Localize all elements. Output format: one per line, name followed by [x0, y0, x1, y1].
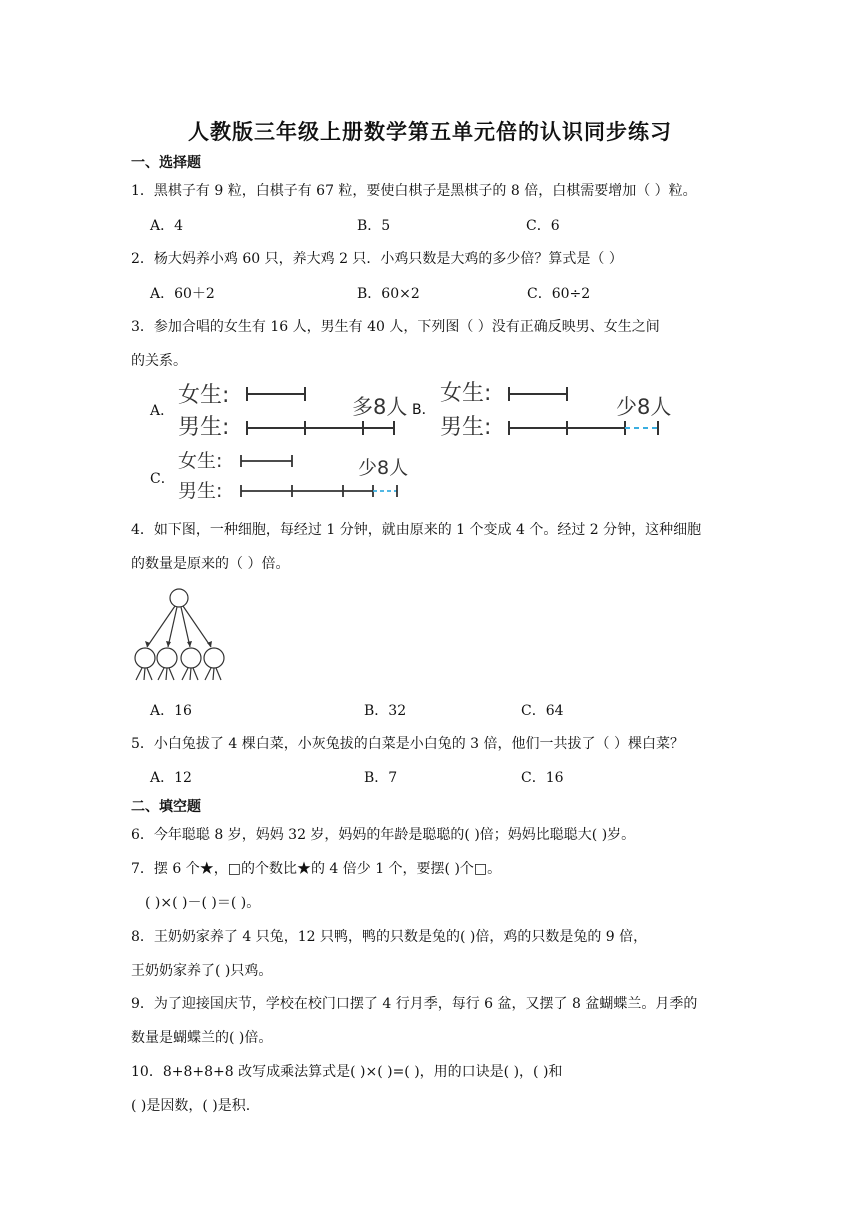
q3-option-c-label: C．	[150, 471, 175, 487]
page-title: 人教版三年级上册数学第五单元倍的认识同步练习	[188, 119, 672, 144]
child-cell	[157, 648, 177, 668]
diagram-a-more-label: 多8人	[352, 395, 408, 419]
section-heading-choice: 一、选择题	[131, 155, 201, 171]
question-7-line-1: 7．摆 6 个★，□的个数比★的 4 倍少 1 个，要摆( )个□。	[131, 861, 502, 877]
question-8-line-1: 8．王奶奶家养了 4 只兔，12 只鸭，鸭的只数是兔的( )倍，鸡的只数是兔的 9 倍，	[131, 929, 648, 945]
question-3-line-1: 3．参加合唱的女生有 16 人，男生有 40 人，下列图（ ）没有正确反映男、女生之间	[131, 319, 660, 335]
q4-option-a: A．16	[150, 703, 192, 719]
q1-option-c: C．6	[526, 218, 560, 234]
question-10-line-2: ( )是因数，( )是积.	[131, 1098, 251, 1114]
question-7-line-2: ( )×( )－( )＝( )。	[145, 895, 261, 911]
question-6: 6．今年聪聪 8 岁，妈妈 32 岁，妈妈的年龄是聪聪的( )倍；妈妈比聪聪大( )岁。	[131, 827, 636, 843]
cell-division-tree	[128, 584, 238, 684]
diagram-c-girls-label: 女生:	[178, 450, 223, 472]
question-10-line-1: 10．8+8+8+8 改写成乘法算式是( )×( )=( )，用的口诀是( )，( )和	[131, 1064, 563, 1080]
diagram-b	[440, 381, 671, 440]
child-cell	[135, 648, 155, 668]
question-3-line-2: 的关系。	[131, 353, 187, 369]
diagram-b-boys-label: 男生:	[440, 415, 492, 440]
question-9-line-1: 9．为了迎接国庆节，学校在校门口摆了 4 行月季，每行 6 盆，又摆了 8 盆蝴蝶兰。月季的	[131, 996, 698, 1012]
q1-option-b: B．5	[357, 218, 391, 234]
diagram-c-less-label: 少8人	[358, 457, 409, 479]
q2-option-a: A．60＋2	[150, 286, 215, 302]
question-1: 1．黑棋子有 9 粒，白棋子有 67 粒，要使白棋子是黑棋子的 8 倍，白棋需要增加（ ）粒。	[131, 183, 697, 199]
diagram-b-less-label: 少8人	[616, 395, 672, 419]
diagram-a	[178, 383, 407, 440]
question-4-line-2: 的数量是原来的（ ）倍。	[131, 556, 290, 572]
q4-option-c: C．64	[521, 703, 564, 719]
question-8-line-2: 王奶奶家养了( )只鸡。	[131, 963, 273, 979]
q1-option-a: A．4	[150, 218, 184, 234]
question-5: 5．小白兔拔了 4 棵白菜，小灰兔拔的白菜是小白兔的 3 倍，他们一共拔了（ ）棵白菜？	[131, 736, 684, 752]
question-9-line-2: 数量是蝴蝶兰的( )倍。	[131, 1030, 273, 1046]
q3-option-a-label: A．	[150, 403, 175, 419]
q2-option-b: B．60×2	[357, 286, 420, 302]
q5-option-c: C．16	[521, 770, 564, 786]
child-cell	[181, 648, 201, 668]
section-heading-fill: 二、填空题	[131, 799, 201, 815]
parent-cell	[170, 589, 188, 607]
diagram-c	[178, 450, 408, 502]
diagram-a-boys-label: 男生:	[178, 415, 230, 440]
diagram-a-girls-label: 女生:	[178, 383, 230, 408]
question-4-line-1: 4．如下图，一种细胞，每经过 1 分钟，就由原来的 1 个变成 4 个。经过 2 分钟，这种细胞	[131, 522, 702, 538]
q4-option-b: B．32	[364, 703, 407, 719]
q3-diagrams	[170, 374, 690, 504]
question-2: 2．杨大妈养小鸡 60 只，养大鸡 2 只．小鸡只数是大鸡的多少倍？算式是（ ）	[131, 251, 623, 267]
q5-option-b: B．7	[364, 770, 398, 786]
child-cell	[204, 648, 224, 668]
q5-option-a: A．12	[150, 770, 192, 786]
diagram-c-boys-label: 男生:	[178, 480, 223, 502]
q2-option-c: C．60÷2	[527, 286, 591, 302]
q3-option-b-label: B．	[412, 402, 436, 418]
diagram-b-girls-label: 女生:	[440, 381, 492, 406]
